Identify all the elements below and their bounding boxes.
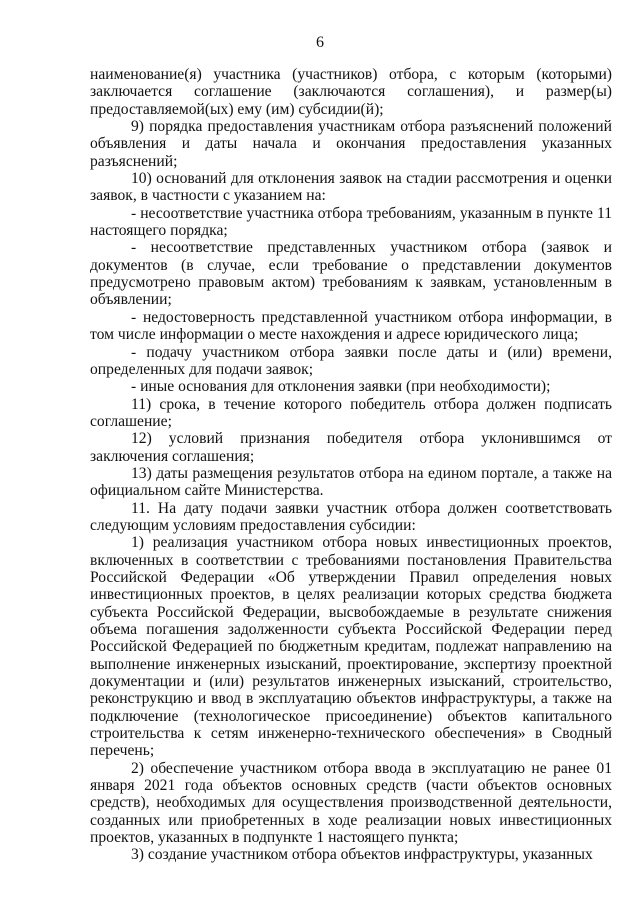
paragraph: - подачу участником отбора заявки после даты и (или) времени, определенных для подачи заявок; (90, 343, 612, 378)
paragraph: 13) даты размещения результатов отбора на едином портале, а также на официальном сайте Министерства. (90, 464, 612, 500)
paragraph: 9) порядка предоставления участникам отбора разъяснений положений объявления и даты начала и окончания предоставления указанных разъяснений; (90, 118, 612, 170)
paragraph: - несоответствие представленных участником отбора (заявок и документов (в случае, если требование о представлении документов предусмотрено правовым актом) требованиям к заявкам, установленным в объявлении; (90, 239, 612, 309)
paragraph: 1) реализация участником отбора новых инвестиционных проектов, включенных в соответствии с требованиями постановления Правительства Российской Федерации «Об утверждении Правил определения новых инвестиционных проектов, в целях реализации которых средства бюджета субъекта Российской Федерации, высвобождаемые в результате снижения объема погашения задолженности субъекта Российской Федерации перед Российской Федерацией по бюджетным кредитам, подлежат направлению на выполнение инженерных изысканий, проектирование, экспертизу проектной документации и (или) результатов инженерных изысканий, строительство, реконструкцию и ввод в эксплуатацию объектов инфраструктуры, а также на подключение (технологическое присоединение) объектов капитального строительства к сетям инженерно-технического обеспечения» в Сводный перечень; (90, 534, 612, 760)
paragraph: 10) оснований для отклонения заявок на стадии рассмотрения и оценки заявок, в частности с указанием на: (90, 170, 612, 205)
paragraph: 11. На дату подачи заявки участник отбора должен соответствовать следующим условиям предоставления субсидии: (90, 499, 612, 534)
paragraph: 2) обеспечение участником отбора ввода в эксплуатацию не ранее 01 января 2021 года объектов основных средств (части объектов основных средств), необходимых для осуществления производственной деятельности, созданных или приобретенных в ходе реализации новых инвестиционных проектов, указанных в подпункте 1 настоящего пункта; (90, 759, 612, 847)
paragraph: - иные основания для отклонения заявки (при необходимости); (131, 378, 551, 396)
page-number: 6 (316, 34, 324, 51)
document-body (90, 66, 612, 864)
paragraph: 12) условий признания победителя отбора уклонившимся от заключения соглашения; (90, 430, 612, 465)
paragraph: 11) срока, в течение которого победитель отбора должен подписать соглашение; (90, 395, 612, 430)
paragraph: наименование(я) участника (участников) отбора, с которым (которыми) заключается соглашение (заключаются соглашения), и размер(ы) предоставляемой(ых) ему (им) субсидии(й); (90, 66, 612, 118)
paragraph: - несоответствие участника отбора требованиям, указанным в пункте 11 настоящего порядка; (90, 204, 612, 240)
paragraph: - недостоверность представленной участником отбора информации, в том числе информации о месте нахождения и адресе юридического лица; (90, 308, 612, 344)
paragraph: 3) создание участником отбора объектов инфраструктуры, указанных (131, 846, 593, 864)
